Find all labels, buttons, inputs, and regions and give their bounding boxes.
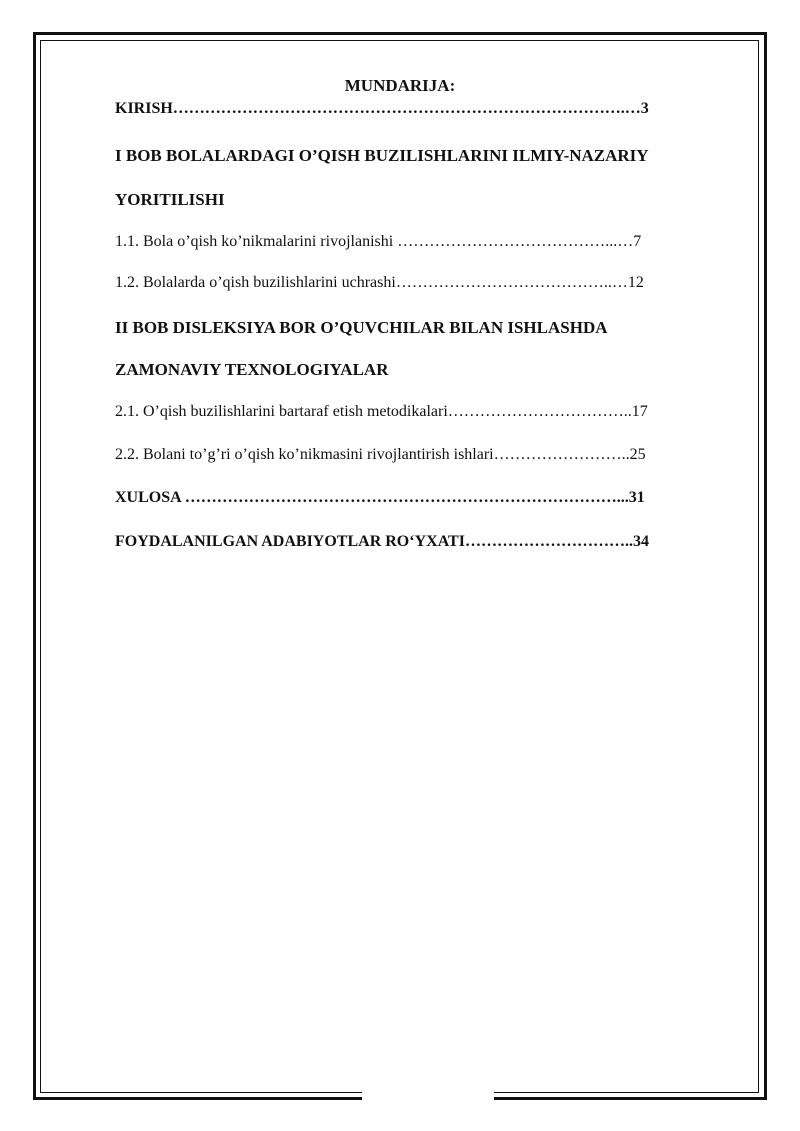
toc-chapter-2-heading: II BOB DISLEKSIYA BOR O’QUVCHILAR BILAN ISHLASHDA — [115, 318, 608, 337]
toc-chapter-1-heading-cont: YORITILISHI — [115, 190, 225, 209]
toc-entry-1-1: 1.1. Bola o’qish ko’nikmalarini rivojlanishi …………………………………...…7 — [115, 233, 642, 250]
toc-chapter-2-heading-cont: ZAMONAVIY TEXNOLOGIYALAR — [115, 360, 389, 379]
toc-entry-2-1: 2.1. O’qish buzilishlarini bartaraf etish metodikalari……………………………..17 — [115, 403, 648, 420]
toc-entry-conclusion: XULOSA ………………………………………………………………………...31 — [115, 489, 645, 506]
toc-entry-2-2: 2.2. Bolani to’g’ri o’qish ko’nikmasini rivojlantirish ishlari……………………..25 — [115, 446, 646, 463]
toc-entry-introduction: KIRISH………………………………………………………………………….…3 — [115, 100, 649, 117]
border-gap — [362, 1088, 494, 1104]
toc-chapter-1-heading: I BOB BOLALARDAGI O’QISH BUZILISHLARINI ILMIY-NAZARIY — [115, 146, 649, 165]
toc-title: MUNDARIJA: — [344, 76, 456, 95]
toc-entry-references: FOYDALANILGAN ADABIYOTLAR RO‘YXATI…………………………..34 — [115, 533, 649, 550]
toc-entry-1-2: 1.2. Bolalarda o’qish buzilishlarini uchrashi…………………………………..…12 — [115, 274, 644, 291]
